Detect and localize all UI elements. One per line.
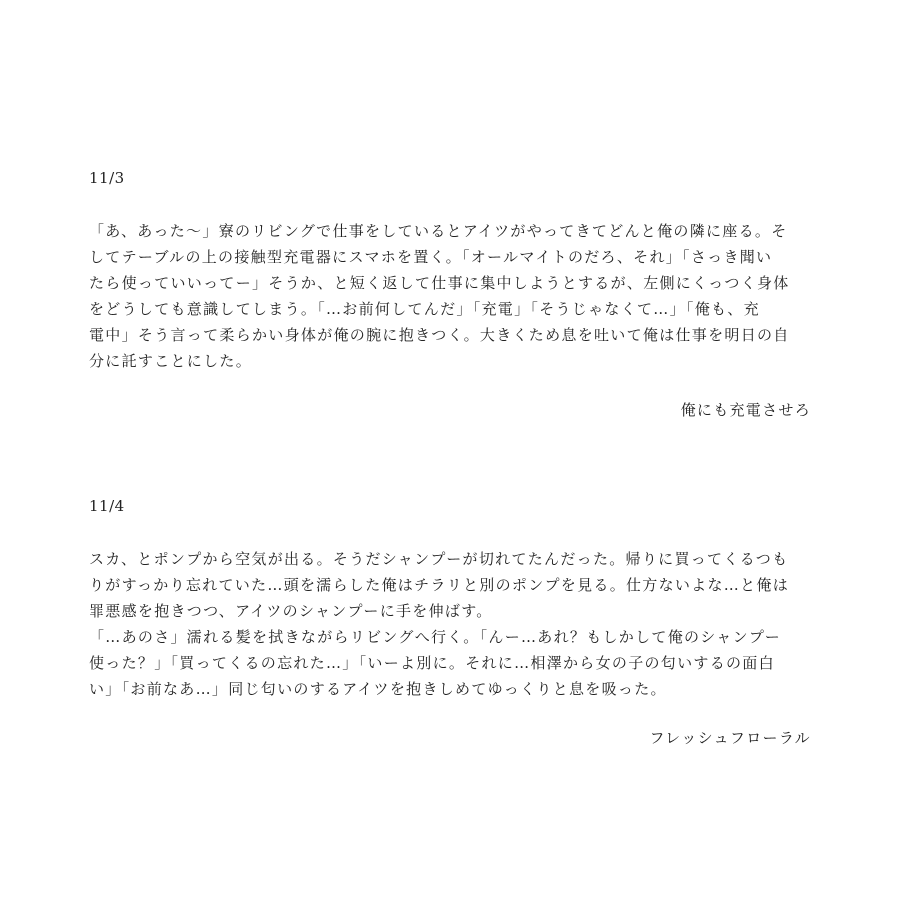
body-line: 電中」そう言って柔らかい身体が俺の腕に抱きつく。大きくため息を吐いて俺は仕事を明日の自 (89, 326, 790, 344)
diary-entry (89, 168, 811, 420)
body-line: 罪悪感を抱きつつ、アイツのシャンプーに手を伸ばす。 (89, 602, 493, 620)
body-line: 使った？」「買ってくるの忘れた…」「いーよ別に。それに…相澤から女の子の匂いするの面白 (89, 654, 775, 672)
entry-body (89, 218, 811, 374)
body-line: 分に託すことにした。 (89, 352, 253, 370)
body-line: い」「お前なあ…」同じ匂いのするアイツを抱きしめてゆっくりと息を吸った。 (89, 680, 667, 698)
entry-date: 11/4 (89, 497, 125, 515)
body-line: りがすっかり忘れていた…頭を濡らした俺はチラリと別のポンプを見る。仕方ないよな…と俺は (89, 576, 790, 594)
entry-body (89, 546, 811, 702)
body-line: をどうしても意識してしまう。「…お前何してんだ」「充電」「そうじゃなくて…」「俺も、充 (89, 300, 760, 318)
body-line: たら使っていいってー」そうか、と短く返して仕事に集中しようとするが、左側にくっつく身体 (89, 274, 790, 292)
entry-date: 11/3 (89, 169, 125, 187)
entry-signature: 俺にも充電させろ (680, 401, 811, 419)
entry-signature: フレッシュフローラル (649, 729, 811, 747)
diary-entry (89, 496, 811, 748)
body-line: 「あ、あった〜」寮のリビングで仕事をしているとアイツがやってきてどんと俺の隣に座る。そ (89, 222, 788, 240)
body-line: スカ、とポンプから空気が出る。そうだシャンプーが切れてたんだった。帰りに買ってくるつも (89, 550, 789, 568)
body-line: 「…あのさ」濡れる髪を拭きながらリビングへ行く。「んー…あれ？もしかして俺のシャンプー (89, 628, 782, 646)
body-line: してテーブルの上の接触型充電器にスマホを置く。「オールマイトのだろ、それ」「さっき聞い (89, 248, 773, 266)
